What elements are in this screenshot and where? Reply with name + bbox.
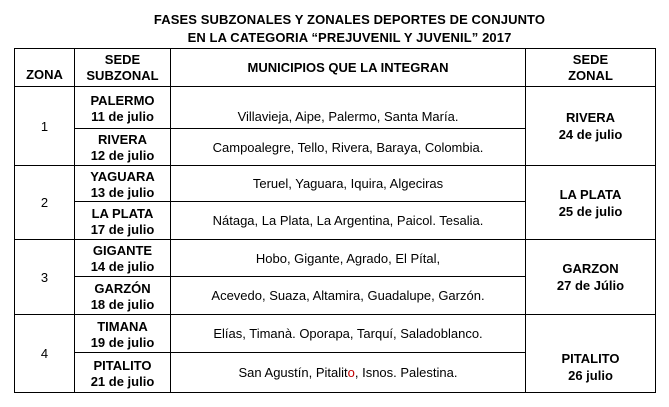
zona-number: 1 [15,87,75,166]
header-zona: ZONA [15,49,75,87]
subzonal-cell [75,87,171,129]
zona-number: 2 [15,166,75,240]
zonal-sede: RIVERA [565,110,616,125]
subzonal-cell [75,353,171,393]
municipios-cell: Villavieja, Aipe, Palermo, Santa María. [171,87,526,129]
table-row [15,87,656,129]
zona-number: 4 [15,315,75,393]
municipios-cell: Hobo, Gigante, Agrado, El Pítal, [171,240,526,277]
municipios-cell: Acevedo, Suaza, Altamira, Guadalupe, Garzón. [171,277,526,315]
zonal-sede: GARZON [562,261,619,276]
zonal-fecha: 25 de julio [558,203,623,219]
subzonal-sede: LA PLATA [91,205,154,221]
header-sede-zonal-line1: SEDE [572,51,609,67]
table-row [15,315,656,353]
municipios-text-b: , Isnos. Palestina. [354,365,458,380]
subzonal-cell [75,129,171,166]
header-municipios: MUNICIPIOS QUE LA INTEGRAN [171,49,526,87]
subzonal-sede: GIGANTE [92,243,153,258]
subzonal-fecha: 12 de julio [90,148,155,163]
subzonal-sede: GARZÓN [94,280,151,296]
subzonal-sede: PALERMO [90,92,155,108]
subzonal-cell [75,315,171,353]
zona-number: 3 [15,240,75,315]
municipios-text-red: o [347,365,355,380]
zonal-cell [526,166,656,240]
subzonal-cell [75,277,171,315]
municipios-cell: Elías, Timanà. Oporapa, Tarquí, Saladoblanco. [171,315,526,353]
municipios-cell: Teruel, Yaguara, Iquira, Algeciras [171,166,526,202]
table-header-row [15,49,656,87]
municipios-text-a: San Agustín, Pitalit [238,365,348,380]
zonal-sede: LA PLATA [559,186,622,202]
zonal-cell [526,240,656,315]
municipios-cell: Campoalegre, Tello, Rivera, Baraya, Colombia. [171,129,526,166]
subzonal-sede: TIMANA [97,318,148,334]
header-sede-subzonal-line2: SUBZONAL [86,67,159,83]
zonal-fecha: 27 de Júlio [556,278,625,293]
subzonal-cell [75,240,171,277]
subzonal-fecha: 13 de julio [90,184,155,200]
document-title-line-1: FASES SUBZONALES Y ZONALES DEPORTES DE CONJUNTO [153,12,546,27]
fases-table [14,48,656,393]
subzonal-sede: PITALITO [93,357,152,373]
header-sede-subzonal-line1: SEDE [104,51,141,67]
zonal-fecha: 26 julio [568,368,613,383]
document-title-line-2: EN LA CATEGORIA “PREJUVENIL Y JUVENIL” 2017 [187,30,512,45]
subzonal-fecha: 21 de julio [90,373,155,389]
subzonal-cell [75,166,171,202]
subzonal-fecha: 18 de julio [90,296,155,312]
subzonal-cell [75,202,171,240]
header-sede-zonal-line2: ZONAL [568,67,613,83]
subzonal-sede: RIVERA [97,132,148,147]
subzonal-fecha: 14 de julio [90,259,155,274]
subzonal-fecha: 17 de julio [90,221,155,237]
zonal-cell [526,87,656,166]
zonal-fecha: 24 de julio [558,127,623,142]
zonal-sede: PITALITO [561,351,620,366]
subzonal-fecha: 11 de julio [91,108,154,124]
header-sede-subzonal [75,49,171,87]
municipios-cell [171,353,526,393]
header-sede-zonal [526,49,656,87]
subzonal-sede: YAGUARA [90,168,155,184]
subzonal-fecha: 19 de julio [90,334,155,350]
table-row [15,166,656,202]
municipios-cell: Nátaga, La Plata, La Argentina, Paicol. Tesalia. [171,202,526,240]
zonal-cell [526,315,656,393]
table-row [15,240,656,277]
